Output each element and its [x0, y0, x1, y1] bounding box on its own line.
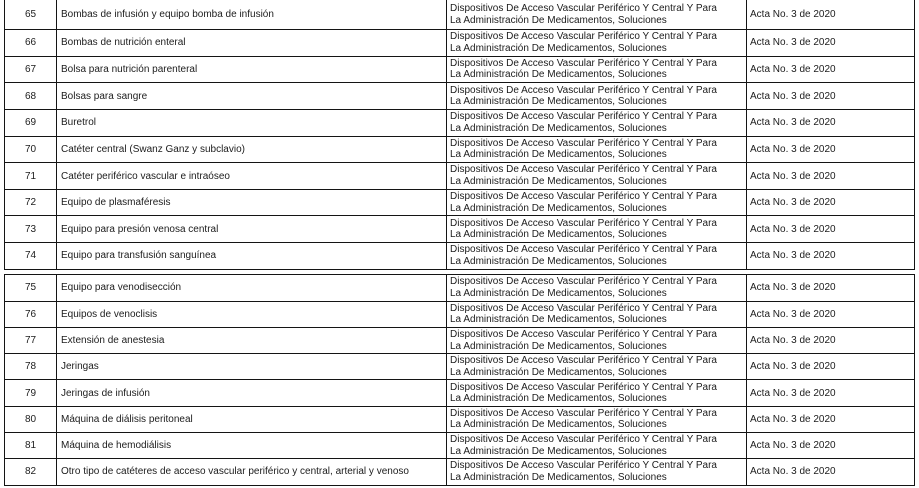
acta-cell	[746, 380, 914, 405]
category-line-2: La Administración De Medicamentos, Soluciones	[450, 149, 667, 161]
row-number-cell	[5, 328, 56, 353]
row-number: 75	[24, 282, 37, 294]
acta-label: Acta No. 3 de 2020	[750, 37, 836, 49]
category-line-1: Dispositivos De Acceso Vascular Periférico Y Central Y Para	[450, 460, 717, 472]
acta-label: Acta No. 3 de 2020	[750, 9, 836, 20]
table-row	[5, 110, 914, 137]
category-cell	[446, 328, 746, 353]
acta-label: Acta No. 3 de 2020	[750, 223, 836, 235]
row-number: 76	[24, 308, 37, 320]
acta-cell	[746, 243, 914, 269]
category-cell	[446, 110, 746, 136]
device-name: Equipos de venoclisis	[61, 308, 158, 320]
table-row	[5, 216, 914, 243]
device-name: Otro tipo de catéteres de acceso vascular periférico y central, arterial y venoso	[61, 466, 409, 478]
table-row	[5, 328, 914, 354]
device-name: Catéter periférico vascular e intraóseo	[61, 170, 230, 182]
device-name-cell	[56, 380, 446, 405]
category-line-2: La Administración De Medicamentos, Soluciones	[450, 14, 667, 26]
category-cell	[446, 433, 746, 458]
acta-label: Acta No. 3 de 2020	[750, 117, 836, 129]
acta-cell	[746, 0, 914, 29]
row-number: 73	[24, 223, 37, 235]
acta-label: Acta No. 3 de 2020	[750, 63, 836, 75]
category-cell	[446, 83, 746, 109]
category-cell	[446, 137, 746, 163]
device-name: Equipo para presión venosa central	[61, 223, 219, 235]
row-number-cell	[5, 216, 56, 242]
device-name-cell	[56, 275, 446, 300]
acta-label: Acta No. 3 de 2020	[750, 90, 836, 102]
row-number: 80	[24, 413, 37, 425]
device-name-cell	[56, 354, 446, 379]
row-number: 81	[24, 440, 37, 452]
device-name: Equipo de plasmaféresis	[61, 197, 171, 209]
category-cell	[446, 354, 746, 379]
table-row	[5, 137, 914, 164]
acta-label: Acta No. 3 de 2020	[750, 466, 836, 478]
category-line-2: La Administración De Medicamentos, Soluciones	[450, 42, 667, 54]
acta-cell	[746, 163, 914, 189]
category-line-2: La Administración De Medicamentos, Soluciones	[450, 229, 667, 241]
device-name: Máquina de diálisis peritoneal	[61, 413, 193, 425]
category-cell	[446, 163, 746, 189]
table-segment-1	[4, 0, 915, 270]
acta-label: Acta No. 3 de 2020	[750, 440, 836, 452]
acta-cell	[746, 302, 914, 327]
row-number-cell	[5, 137, 56, 163]
row-number-cell	[5, 0, 56, 29]
category-cell	[446, 216, 746, 242]
category-line-2: La Administración De Medicamentos, Soluciones	[450, 393, 667, 405]
device-name-cell	[56, 110, 446, 136]
category-line-2: La Administración De Medicamentos, Soluciones	[450, 314, 667, 326]
device-name: Buretrol	[61, 117, 97, 129]
table-row	[5, 275, 914, 301]
row-number: 70	[24, 143, 37, 155]
row-number: 78	[24, 361, 37, 373]
category-line-1: Dispositivos De Acceso Vascular Periférico Y Central Y Para	[450, 355, 717, 367]
table-row	[5, 83, 914, 110]
acta-label: Acta No. 3 de 2020	[750, 282, 836, 294]
acta-label: Acta No. 3 de 2020	[750, 308, 836, 320]
device-name-cell	[56, 137, 446, 163]
category-cell	[446, 407, 746, 432]
category-line-1: Dispositivos De Acceso Vascular Periférico Y Central Y Para	[450, 244, 717, 256]
acta-label: Acta No. 3 de 2020	[750, 361, 836, 373]
table-row	[5, 163, 914, 190]
acta-label: Acta No. 3 de 2020	[750, 143, 836, 155]
row-number-cell	[5, 433, 56, 458]
acta-cell	[746, 354, 914, 379]
device-name: Jeringas	[61, 361, 99, 373]
acta-cell	[746, 137, 914, 163]
category-line-2: La Administración De Medicamentos, Soluciones	[450, 69, 667, 81]
category-line-2: La Administración De Medicamentos, Soluciones	[450, 287, 667, 299]
acta-cell	[746, 275, 914, 300]
category-line-1: Dispositivos De Acceso Vascular Periférico Y Central Y Para	[450, 164, 717, 176]
category-cell	[446, 459, 746, 484]
table-segment-2	[4, 274, 915, 485]
row-number-cell	[5, 459, 56, 484]
device-name: Bombas de nutrición enteral	[61, 37, 186, 49]
category-cell	[446, 0, 746, 29]
device-name: Bolsa para nutrición parenteral	[61, 63, 198, 75]
row-number: 69	[24, 117, 37, 129]
row-number-cell	[5, 407, 56, 432]
category-line-1: Dispositivos De Acceso Vascular Periférico Y Central Y Para	[450, 381, 717, 393]
category-line-2: La Administración De Medicamentos, Soluciones	[450, 176, 667, 188]
device-name-cell	[56, 243, 446, 269]
acta-label: Acta No. 3 de 2020	[750, 250, 836, 262]
acta-cell	[746, 83, 914, 109]
device-name-cell	[56, 83, 446, 109]
row-number-cell	[5, 190, 56, 216]
acta-cell	[746, 433, 914, 458]
category-line-1: Dispositivos De Acceso Vascular Periférico Y Central Y Para	[450, 2, 717, 14]
row-number: 79	[24, 387, 37, 399]
category-line-2: La Administración De Medicamentos, Soluciones	[450, 122, 667, 134]
category-line-2: La Administración De Medicamentos, Soluciones	[450, 96, 667, 108]
category-line-1: Dispositivos De Acceso Vascular Periférico Y Central Y Para	[450, 84, 717, 96]
category-line-1: Dispositivos De Acceso Vascular Periférico Y Central Y Para	[450, 31, 717, 43]
row-number: 77	[24, 335, 37, 346]
device-name-cell	[56, 190, 446, 216]
device-name: Bombas de infusión y equipo bomba de infusión	[61, 9, 274, 20]
device-name: Bolsas para sangre	[61, 90, 148, 102]
acta-cell	[746, 110, 914, 136]
row-number: 74	[24, 250, 37, 262]
category-line-1: Dispositivos De Acceso Vascular Periférico Y Central Y Para	[450, 137, 717, 149]
device-name-cell	[56, 407, 446, 432]
acta-cell	[746, 459, 914, 484]
row-number: 68	[24, 90, 37, 102]
table-row	[5, 459, 914, 485]
category-line-2: La Administración De Medicamentos, Soluciones	[450, 202, 667, 214]
device-name-cell	[56, 30, 446, 56]
acta-cell	[746, 190, 914, 216]
table-row	[5, 380, 914, 406]
row-number-cell	[5, 30, 56, 56]
category-cell	[446, 380, 746, 405]
category-line-1: Dispositivos De Acceso Vascular Periférico Y Central Y Para	[450, 217, 717, 229]
table-row	[5, 302, 914, 328]
acta-cell	[746, 30, 914, 56]
row-number: 82	[24, 466, 37, 478]
category-line-2: La Administración De Medicamentos, Soluciones	[450, 255, 667, 267]
device-name-cell	[56, 57, 446, 83]
category-line-1: Dispositivos De Acceso Vascular Periférico Y Central Y Para	[450, 276, 717, 288]
device-name: Equipo para transfusión sanguínea	[61, 250, 217, 262]
table-row	[5, 354, 914, 380]
acta-cell	[746, 328, 914, 353]
row-number: 72	[24, 197, 37, 209]
category-line-1: Dispositivos De Acceso Vascular Periférico Y Central Y Para	[450, 407, 717, 419]
devices-table	[4, 0, 915, 486]
category-line-1: Dispositivos De Acceso Vascular Periférico Y Central Y Para	[450, 434, 717, 446]
category-line-2: La Administración De Medicamentos, Soluciones	[450, 445, 667, 457]
table-row	[5, 407, 914, 433]
category-cell	[446, 57, 746, 83]
device-name-cell	[56, 459, 446, 484]
category-line-2: La Administración De Medicamentos, Soluciones	[450, 471, 667, 483]
row-number-cell	[5, 380, 56, 405]
acta-cell	[746, 216, 914, 242]
category-line-1: Dispositivos De Acceso Vascular Periférico Y Central Y Para	[450, 57, 717, 69]
acta-label: Acta No. 3 de 2020	[750, 170, 836, 182]
device-name: Equipo para venodisección	[61, 282, 182, 294]
category-cell	[446, 275, 746, 300]
acta-label: Acta No. 3 de 2020	[750, 413, 836, 425]
table-row	[5, 57, 914, 84]
acta-label: Acta No. 3 de 2020	[750, 387, 836, 399]
category-line-2: La Administración De Medicamentos, Soluciones	[450, 340, 667, 352]
row-number-cell	[5, 57, 56, 83]
device-name-cell	[56, 216, 446, 242]
acta-label: Acta No. 3 de 2020	[750, 197, 836, 209]
row-number-cell	[5, 354, 56, 379]
category-line-2: La Administración De Medicamentos, Soluciones	[450, 366, 667, 378]
category-line-1: Dispositivos De Acceso Vascular Periférico Y Central Y Para	[450, 191, 717, 203]
row-number: 71	[24, 170, 37, 182]
device-name-cell	[56, 433, 446, 458]
row-number-cell	[5, 243, 56, 269]
row-number: 66	[24, 37, 37, 49]
acta-cell	[746, 407, 914, 432]
device-name: Extensión de anestesia	[61, 335, 165, 346]
category-line-1: Dispositivos De Acceso Vascular Periférico Y Central Y Para	[450, 111, 717, 123]
row-number-cell	[5, 163, 56, 189]
category-cell	[446, 243, 746, 269]
row-number: 65	[24, 9, 37, 20]
device-name-cell	[56, 163, 446, 189]
row-number-cell	[5, 83, 56, 109]
category-line-2: La Administración De Medicamentos, Soluciones	[450, 419, 667, 431]
table-row	[5, 243, 914, 270]
device-name: Jeringas de infusión	[61, 387, 150, 399]
acta-label: Acta No. 3 de 2020	[750, 335, 836, 346]
category-line-1: Dispositivos De Acceso Vascular Periférico Y Central Y Para	[450, 302, 717, 314]
device-name-cell	[56, 302, 446, 327]
table-row	[5, 190, 914, 217]
table-row	[5, 433, 914, 459]
row-number-cell	[5, 302, 56, 327]
device-name: Máquina de hemodiálisis	[61, 440, 172, 452]
category-cell	[446, 30, 746, 56]
category-line-1: Dispositivos De Acceso Vascular Periférico Y Central Y Para	[450, 328, 717, 340]
row-number-cell	[5, 275, 56, 300]
device-name-cell	[56, 0, 446, 29]
row-number: 67	[24, 63, 37, 75]
device-name-cell	[56, 328, 446, 353]
table-row	[5, 30, 914, 57]
table-row	[5, 0, 914, 30]
category-cell	[446, 302, 746, 327]
acta-cell	[746, 57, 914, 83]
row-number-cell	[5, 110, 56, 136]
category-cell	[446, 190, 746, 216]
device-name: Catéter central (Swanz Ganz y subclavio)	[61, 143, 245, 155]
